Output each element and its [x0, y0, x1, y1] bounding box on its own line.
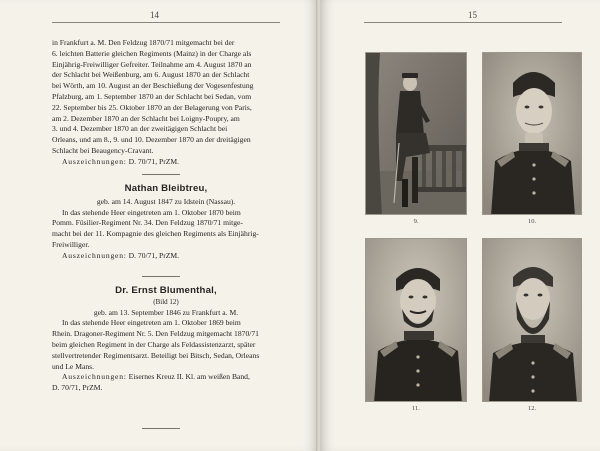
text-line: In das stehende Heer eingetreten am 1. Oktober 1869 beim: [62, 318, 241, 328]
text-line: stellvertretender Regimentsarzt. Beteiligt bei Bitsch, Sedan, Orleans: [52, 350, 260, 360]
header-rule: [364, 22, 562, 23]
text-line: in Frankfurt a. M. Den Feldzug 1870/71 mitgemacht bei der: [52, 38, 235, 47]
text-line: Einjährig-Freiwilliger Gefreiter. Teilnahme am 4. August 1870 an: [52, 59, 252, 69]
text-line: am 2. Dezember 1870 an der Schlacht bei Loigny-Poupry, am: [52, 113, 240, 123]
young-soldier-portrait: [483, 53, 582, 215]
awards-line: [52, 251, 280, 262]
text-line: 3. und 4. Dezember 1870 an der zweitägigen Schlacht bei: [52, 124, 228, 134]
awards-value: D. 70/71, PrZM.: [128, 156, 180, 166]
caption-11: 11.: [412, 405, 420, 412]
caption-10: 10.: [527, 218, 537, 225]
text-line: In das stehende Heer eingetreten am 1. Oktober 1870 beim: [62, 207, 241, 217]
awards-value: D. 70/71, PrZM.: [128, 250, 180, 260]
bearded-soldier-portrait: [366, 239, 467, 402]
separator: [142, 174, 180, 175]
awards-line: [52, 157, 280, 168]
text-line: und Le Mans.: [52, 361, 94, 371]
header-rule: [52, 22, 280, 23]
text-line: Freiwilliger.: [52, 239, 90, 249]
caption-12: 12.: [527, 405, 537, 412]
awards-line: [52, 372, 280, 383]
right-page: [320, 0, 600, 451]
page-number-left: 14: [150, 10, 159, 20]
awards-label: Auszeichnungen:: [62, 250, 127, 260]
page-number-right: 15: [468, 10, 477, 20]
portrait-photo-10: [482, 52, 582, 215]
text-line: Pfalzburg, am 1. September 1870 an der Schlacht bei Sedan, vom: [52, 91, 252, 101]
awards-continued: D. 70/71, PrZM.: [52, 383, 103, 393]
birth-line: geb. am 13. September 1846 zu Frankfurt a. M.: [93, 307, 239, 317]
awards-value: Eisernes Kreuz II. Kl. am weißen Band,: [128, 372, 250, 382]
portrait-photo-11: [365, 238, 467, 402]
full-bearded-soldier-portrait: [483, 239, 582, 402]
text-line: 22. September bis 25. Oktober 1870 an der Belagerung von Paris,: [52, 102, 252, 112]
separator: [142, 276, 180, 277]
separator: [142, 428, 180, 429]
portrait-photo-9: [365, 52, 467, 215]
caption-9: 9.: [413, 218, 419, 225]
birth-line: geb. am 14. August 1847 zu Idstein (Nassau).: [96, 196, 236, 206]
text-line: Pomm. Füsilier-Regiment Nr. 34. Den Feldzug 1870/71 mitge-: [52, 218, 243, 228]
text-line: Orleans, und am 8., 9. und 10. Dezember 1870 an der dreitägigen: [52, 135, 251, 145]
person-name: Dr. Ernst Blumenthal,: [115, 285, 217, 296]
seated-soldier-photo: [366, 53, 467, 215]
awards-label: Auszeichnungen:: [62, 156, 127, 166]
entry-blumenthal: [52, 286, 280, 394]
text-line: beim gleichen Regiment in der Charge als Feldassistenzarzt, später: [52, 339, 256, 349]
text-line: bei Wörth, am 10. August an der Beschießung der Vogesenfestung: [52, 81, 254, 91]
person-name: Nathan Bleibtreu,: [124, 183, 208, 194]
picture-reference: (Bild 12): [153, 297, 179, 306]
text-line: macht bei der 11. Kompagnie des gleichen Regiments als Einjährig-: [52, 229, 259, 239]
text-line: 6. leichten Batterie gleichen Regiments (Mainz) in der Charge als: [52, 48, 252, 58]
entry-bleibtreu: [52, 184, 280, 262]
entry-continued: [52, 38, 280, 168]
portrait-photo-12: [482, 238, 582, 402]
text-line: Schlacht bei Beaugency-Cravant.: [52, 145, 154, 155]
awards-label: Auszeichnungen:: [62, 372, 127, 382]
text-line: der Schlacht bei Weißenburg, am 6. August 1870 an der Schlacht: [52, 70, 250, 80]
text-line: Rhein. Dragoner-Regiment Nr. 5. Den Feldzug mitgemacht 1870/71: [52, 329, 259, 339]
